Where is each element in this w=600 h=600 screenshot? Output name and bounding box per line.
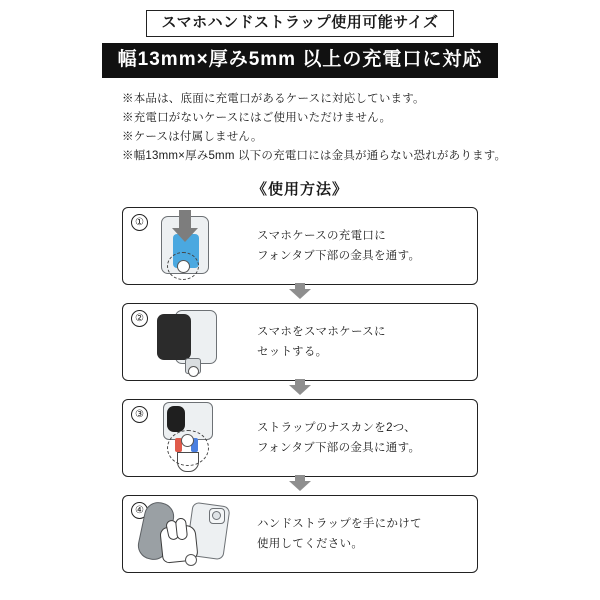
title-row	[0, 0, 600, 37]
step-line: ハンドストラップを手にかけて	[257, 517, 422, 530]
step-line: スマホケースの充電口に	[257, 229, 386, 242]
step-illustration-3	[123, 400, 257, 476]
steps-container	[0, 207, 600, 573]
note-item: ※幅13mm×厚み5mm 以下の充電口には金具が通らない恐れがあります。	[122, 149, 507, 162]
step-number-3: ③	[131, 406, 148, 423]
flow-arrow-1	[0, 285, 600, 303]
usage-heading: 《使用方法》	[251, 180, 348, 198]
step-line: フォンタブ下部の金具を通す。	[257, 249, 421, 262]
note-item: ※充電口がないケースにはご使用いただけません。	[122, 111, 392, 124]
smartphone-shape	[157, 314, 191, 360]
step-line: 使用してください。	[257, 537, 364, 550]
metal-ring-icon	[181, 434, 194, 447]
metal-ring-icon	[185, 554, 197, 566]
step-number-2: ②	[131, 310, 148, 327]
step-text-2	[257, 322, 394, 362]
banner-row	[0, 43, 600, 78]
step-line: セットする。	[257, 345, 328, 358]
step-text-3	[257, 418, 428, 458]
insert-arrow-stem	[179, 210, 191, 228]
insert-arrow-head	[172, 228, 198, 242]
notes-list	[122, 90, 600, 166]
step-card-4	[122, 495, 478, 573]
page-title: スマホハンドストラップ使用可能サイズ	[146, 10, 453, 37]
size-banner: 幅13mm×厚み5mm 以上の充電口に対応	[102, 43, 499, 78]
step-illustration-1	[123, 208, 257, 284]
finger-shape	[175, 517, 188, 540]
step-line: スマホをスマホケースに	[257, 325, 386, 338]
arrow-down-icon	[289, 385, 311, 395]
step-illustration-4	[123, 496, 257, 572]
flow-arrow-2	[0, 381, 600, 399]
metal-ring-icon	[177, 260, 190, 273]
camera-lens-icon	[212, 511, 221, 520]
step-card-1	[122, 207, 478, 285]
note-item: ※ケースは付属しません。	[122, 130, 263, 143]
step-number-4: ④	[131, 502, 148, 519]
step-card-3	[122, 399, 478, 477]
step-line: ストラップのナスカンを2つ、	[257, 421, 416, 434]
note-item: ※本品は、底面に充電口があるケースに対応しています。	[122, 92, 425, 105]
step-number-1: ①	[131, 214, 148, 231]
smartphone-shape	[167, 406, 185, 432]
arrow-down-icon	[289, 289, 311, 299]
step-card-2	[122, 303, 478, 381]
step-text-4	[257, 514, 430, 554]
arrow-down-icon	[289, 481, 311, 491]
step-illustration-2	[123, 304, 257, 380]
flow-arrow-3	[0, 477, 600, 495]
strap-cord-shape	[177, 452, 199, 472]
metal-ring-icon	[188, 366, 199, 377]
step-line: フォンタブ下部の金具に通す。	[257, 441, 421, 454]
step-text-1	[257, 226, 428, 266]
